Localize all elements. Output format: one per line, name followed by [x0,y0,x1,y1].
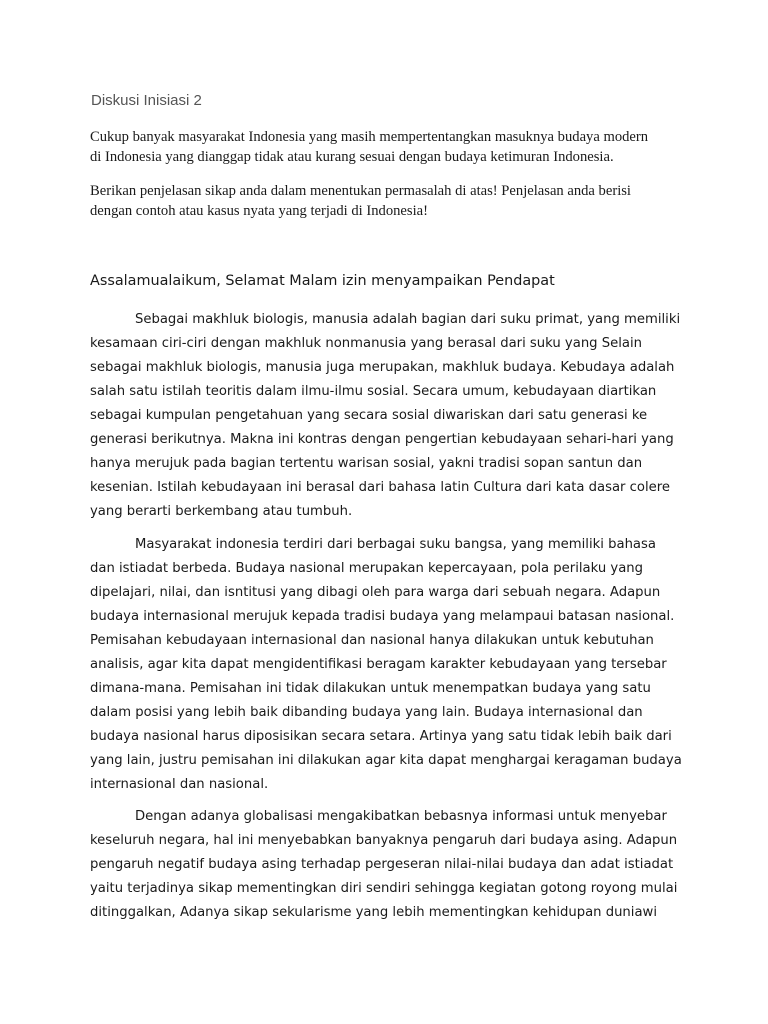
paragraph-line: sebagai kumpulan pengetahuan yang secara sosial diwariskan dari satu generasi ke [90,408,648,423]
paragraph-line: yang berarti berkembang atau tumbuh. [90,504,353,519]
paragraph-line: ditinggalkan, Adanya sikap sekularisme yang lebih mementingkan kehidupan duniawi [90,905,657,920]
paragraph-line: kesamaan ciri-ciri dengan makhluk nonmanusia yang berasal dari suku yang Selain [90,336,642,351]
paragraph-line: Masyarakat indonesia terdiri dari berbagai suku bangsa, yang memiliki bahasa [135,537,656,552]
paragraph-line: Sebagai makhluk biologis, manusia adalah bagian dari suku primat, yang memiliki [135,312,681,327]
body-paragraph-2 [90,533,688,797]
paragraph-line: kesenian. Istilah kebudayaan ini berasal dari bahasa latin Cultura dari kata dasar colere [90,480,671,495]
paragraph-line: Dengan adanya globalisasi mengakibatkan bebasnya informasi untuk menyebar [135,809,667,824]
paragraph-line: dipelajari, nilai, dan isntitusi yang dibagi oleh para warga dari sebuah negara. Adapun [90,585,661,600]
paragraph-line: dimana-mana. Pemisahan ini tidak dilakukan untuk menempatkan budaya yang satu [90,681,651,696]
document-title: Diskusi Inisiasi 2 [91,92,202,109]
paragraph-line: generasi berikutnya. Makna ini kontras dengan pengertian kebudayaan sehari-hari yang [90,432,674,447]
document-page [90,0,690,1024]
question-line: Cukup banyak masyarakat Indonesia yang masih mempertentangkan masuknya budaya modern [90,129,649,145]
paragraph-line: salah satu istilah teoritis dalam ilmu-ilmu sosial. Secara umum, kebudayaan diartikan [90,384,657,399]
paragraph-line: analisis, agar kita dapat mengidentifikasi beragam karakter kebudayaan yang tersebar [90,657,667,672]
paragraph-line: pengaruh negatif budaya asing terhadap pergeseran nilai-nilai budaya dan adat istiadat [90,857,674,872]
paragraph-line: hanya merujuk pada bagian tertentu warisan sosial, yakni tradisi sopan santun dan [90,456,643,471]
paragraph-line: yaitu terjadinya sikap mementingkan diri sendiri sehingga kegiatan gotong royong mulai [90,881,678,896]
paragraph-line: budaya nasional harus diposisikan secara setara. Artinya yang satu tidak lebih baik dari [90,729,672,744]
question-line: di Indonesia yang dianggap tidak atau kurang sesuai dengan budaya ketimuran Indonesia. [90,149,614,165]
question-paragraph-1 [90,127,680,167]
paragraph-line: dan istiadat berbeda. Budaya nasional merupakan kepercayaan, pola perilaku yang [90,561,644,576]
paragraph-line: keseluruh negara, hal ini menyebabkan banyaknya pengaruh dari budaya asing. Adapun [90,833,678,848]
body-paragraph-3 [90,805,688,925]
question-line: dengan contoh atau kasus nyata yang terjadi di Indonesia! [90,203,428,219]
question-paragraph-2 [90,181,680,221]
paragraph-line: sebagai makhluk biologis, manusia juga merupakan, makhluk budaya. Kebudaya adalah [90,360,675,375]
body-paragraph-1 [90,308,688,524]
question-line: Berikan penjelasan sikap anda dalam menentukan permasalah di atas! Penjelasan anda berisi [90,183,631,199]
paragraph-line: dalam posisi yang lebih baik dibanding budaya yang lain. Budaya internasional dan [90,705,643,720]
paragraph-line: internasional dan nasional. [90,777,269,792]
paragraph-line: Pemisahan kebudayaan internasional dan nasional hanya dilakukan untuk kebutuhan [90,633,654,648]
paragraph-line: yang lain, justru pemisahan ini dilakukan agar kita dapat menghargai keragaman budaya [90,753,682,768]
paragraph-line: budaya internasional merujuk kepada tradisi budaya yang melampaui batasan nasional. [90,609,675,624]
greeting-line: Assalamualaikum, Selamat Malam izin menyampaikan Pendapat [90,273,555,289]
